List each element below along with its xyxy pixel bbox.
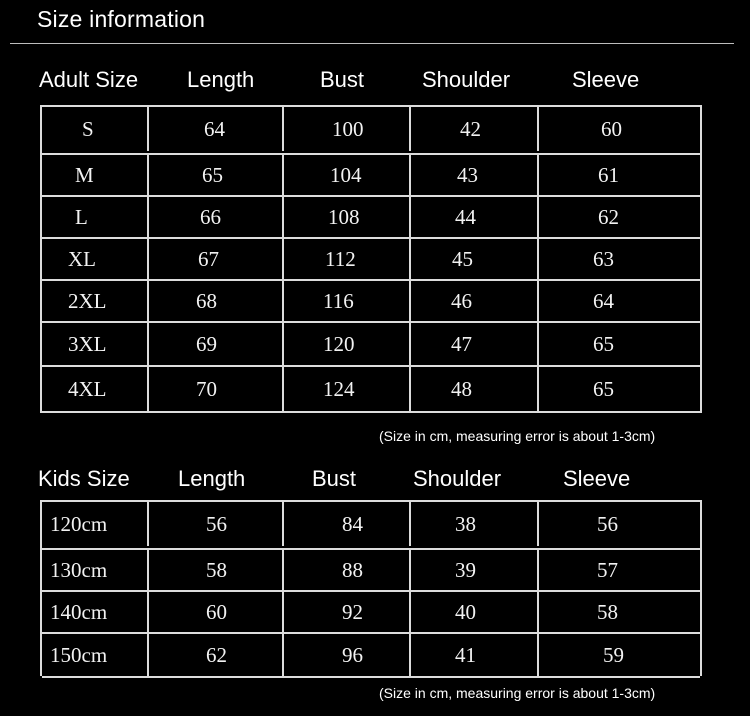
adult-cell-sleeve: 65: [593, 376, 614, 401]
adult-note: (Size in cm, measuring error is about 1-3cm): [379, 428, 656, 444]
adult-cell-size: S: [82, 116, 94, 141]
column-divider: [409, 634, 411, 676]
adult-cell-sleeve: 65: [593, 331, 614, 356]
kids-cell-length: 62: [206, 642, 227, 667]
kids-cell-sleeve: 58: [597, 599, 618, 624]
column-divider: [409, 239, 411, 279]
adult-cell-length: 66: [200, 204, 221, 229]
column-divider: [147, 367, 149, 411]
adult-cell-length: 65: [202, 162, 223, 187]
kids-cell-shoulder: 40: [455, 599, 476, 624]
adult-cell-length: 68: [196, 288, 217, 313]
column-divider: [409, 367, 411, 411]
adult-cell-length: 67: [198, 246, 219, 271]
column-divider: [282, 281, 284, 321]
kids-size-table: [40, 500, 702, 676]
column-divider: [147, 281, 149, 321]
kids-cell-sleeve: 59: [603, 642, 624, 667]
adult-cell-size: 2XL: [68, 288, 107, 313]
column-divider: [282, 197, 284, 237]
column-divider: [409, 592, 411, 632]
kids-header-shoulder: Shoulder: [413, 466, 502, 491]
adult-cell-bust: 116: [323, 288, 354, 313]
column-divider: [537, 634, 539, 676]
column-divider: [147, 239, 149, 279]
column-divider: [537, 197, 539, 237]
adult-cell-sleeve: 63: [593, 246, 614, 271]
column-divider: [409, 107, 411, 151]
adult-cell-size: 4XL: [68, 376, 107, 401]
kids-cell-length: 60: [206, 599, 227, 624]
column-divider: [537, 107, 539, 151]
adult-cell-length: 70: [196, 376, 217, 401]
column-divider: [537, 323, 539, 365]
column-divider: [537, 155, 539, 195]
adult-cell-shoulder: 44: [455, 204, 476, 229]
adult-cell-shoulder: 48: [451, 376, 472, 401]
adult-cell-shoulder: 42: [460, 116, 481, 141]
kids-cell-shoulder: 41: [455, 642, 476, 667]
adult-cell-sleeve: 61: [598, 162, 619, 187]
kids-table-row: [42, 548, 700, 590]
kids-header-bust: Bust: [312, 466, 357, 491]
column-divider: [282, 155, 284, 195]
adult-cell-size: XL: [68, 246, 96, 271]
adult-header-bust: Bust: [320, 67, 365, 92]
kids-cell-shoulder: 39: [455, 557, 476, 582]
adult-cell-size: L: [75, 204, 88, 229]
column-divider: [282, 550, 284, 590]
adult-header-size: Adult Size: [39, 67, 139, 92]
adult-cell-length: 69: [196, 331, 217, 356]
column-divider: [147, 197, 149, 237]
kids-header-length: Length: [178, 466, 246, 491]
kids-header-size: Kids Size: [38, 466, 130, 491]
kids-cell-sleeve: 56: [597, 511, 618, 536]
kids-cell-sleeve: 57: [597, 557, 618, 582]
adult-cell-bust: 104: [330, 162, 362, 187]
column-divider: [409, 323, 411, 365]
column-divider: [282, 107, 284, 151]
column-divider: [537, 239, 539, 279]
column-divider: [147, 323, 149, 365]
column-divider: [409, 550, 411, 590]
column-divider: [147, 634, 149, 676]
kids-cell-length: 56: [206, 511, 227, 536]
adult-table-row: [42, 365, 700, 413]
column-divider: [409, 197, 411, 237]
kids-cell-size: 130cm: [50, 557, 108, 582]
adult-cell-bust: 100: [332, 116, 364, 141]
title-divider: [10, 43, 734, 44]
adult-header-length: Length: [187, 67, 255, 92]
page-title: Size information: [37, 6, 206, 32]
adult-cell-sleeve: 60: [601, 116, 622, 141]
adult-table-row: [42, 105, 700, 151]
column-divider: [147, 502, 149, 546]
kids-header-sleeve: Sleeve: [563, 466, 631, 491]
column-divider: [147, 107, 149, 151]
column-divider: [409, 155, 411, 195]
kids-table-row: [42, 500, 700, 546]
column-divider: [282, 323, 284, 365]
adult-header-shoulder: Shoulder: [422, 67, 511, 92]
adult-cell-shoulder: 43: [457, 162, 478, 187]
kids-cell-bust: 88: [342, 557, 363, 582]
adult-cell-sleeve: 62: [598, 204, 619, 229]
adult-cell-bust: 112: [325, 246, 356, 271]
column-divider: [537, 592, 539, 632]
adult-cell-shoulder: 45: [452, 246, 473, 271]
kids-table-row: [42, 632, 700, 678]
adult-cell-shoulder: 47: [451, 331, 472, 356]
column-divider: [537, 502, 539, 546]
column-divider: [537, 550, 539, 590]
adult-cell-size: 3XL: [68, 331, 107, 356]
adult-table-row: [42, 153, 700, 195]
adult-header-sleeve: Sleeve: [572, 67, 640, 92]
kids-note: (Size in cm, measuring error is about 1-3cm): [379, 685, 656, 701]
adult-size-table: [40, 105, 702, 413]
adult-cell-shoulder: 46: [451, 288, 472, 313]
adult-cell-bust: 108: [328, 204, 360, 229]
column-divider: [537, 281, 539, 321]
adult-cell-size: M: [75, 162, 94, 187]
column-divider: [282, 239, 284, 279]
column-divider: [282, 367, 284, 411]
column-divider: [282, 502, 284, 546]
adult-cell-bust: 124: [323, 376, 355, 401]
kids-cell-size: 120cm: [50, 511, 108, 536]
column-divider: [409, 281, 411, 321]
adult-cell-sleeve: 64: [593, 288, 614, 313]
adult-table-row: [42, 195, 700, 237]
column-divider: [282, 634, 284, 676]
adult-cell-bust: 120: [323, 331, 355, 356]
kids-cell-size: 150cm: [50, 642, 108, 667]
kids-cell-bust: 92: [342, 599, 363, 624]
kids-cell-shoulder: 38: [455, 511, 476, 536]
column-divider: [147, 550, 149, 590]
adult-cell-length: 64: [204, 116, 225, 141]
kids-table-row: [42, 590, 700, 632]
kids-cell-size: 140cm: [50, 599, 108, 624]
column-divider: [282, 592, 284, 632]
kids-cell-length: 58: [206, 557, 227, 582]
adult-table-row: [42, 237, 700, 279]
kids-cell-bust: 84: [342, 511, 363, 536]
column-divider: [537, 367, 539, 411]
adult-table-row: [42, 279, 700, 321]
adult-table-row: [42, 321, 700, 365]
kids-cell-bust: 96: [342, 642, 363, 667]
column-divider: [409, 502, 411, 546]
column-divider: [147, 155, 149, 195]
column-divider: [147, 592, 149, 632]
